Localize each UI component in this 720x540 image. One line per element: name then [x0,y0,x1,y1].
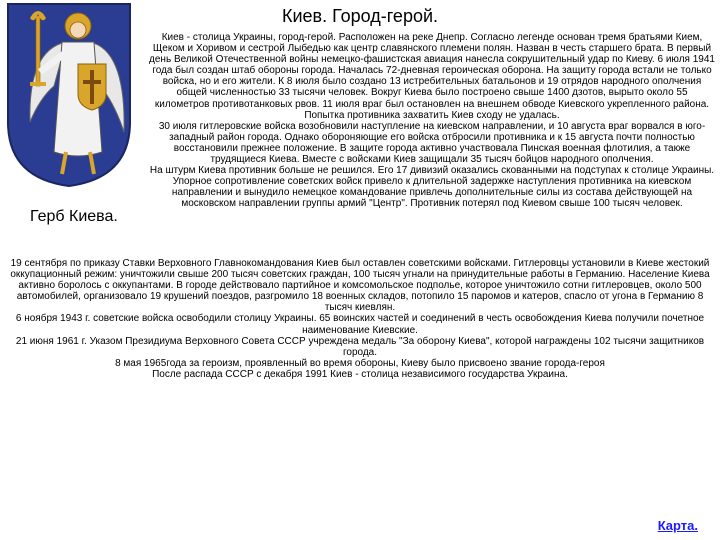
paragraph: Киев - столица Украины, город-герой. Расположен на реке Днепр. Согласно легенде основан тремя братьями Кием, Щеком и Хоривом и сестрой Лыбедью как центр славянского племени полян. Назван в честь старшего брата. В первый день Великой Отечественной войны немецко-фашистская авиация нанесла сокрушительный удар по Киеву. 6 июля 1941 года был создан штаб обороны города. Началась 72-дневная героическая оборона. На защиту города встали не только войска, но и его жители. К 8 июля было создано 13 истребительных батальонов и 19 отрядов народного ополчения общей численностью 33 тысячи человек. Вокруг Киева было построено свыше 1400 дзотов, вырыто около 55 километров противотанковых рвов. 11 июля враг был остановлен на внешнем обводе Киевского укрепленного района. Попытка противника захватить Киев сходу не удалась. [149,32,715,121]
paragraph: На штурм Киева противник больше не решился. Его 17 дивизий оказались скованными на подступах к столице Украины. Упорное сопротивление советских войск привело к длительной задержке наступления противника на киевском направлении и вынудило немецкое командование привлечь дополнительные силы из состава действующей на московском направлении группы армий "Центр". Противник потерял под Киевом свыше 100 тысяч человек. [149,165,715,210]
paragraph: 21 июня 1961 г. Указом Президиума Верховного Совета СССР учреждена медаль "За оборону Киева", которой награждены 102 тысячи защитников города. [15,335,705,358]
coat-of-arms-caption: Герб Киева. [30,208,118,225]
archangel-michael-icon [6,2,132,188]
paragraph: 19 сентября по приказу Ставки Верховного Главнокомандования Киев был оставлен советскими войсками. Гитлеровцы установили в Киеве жестокий оккупационный режим: уничтожили свыше 200 тысяч советских граждан, 100 тысяч угнали на принудительные работы в Германию. Население Киева активно боролось с оккупантами. В городе действовало партийное и комсомольское подполье, которое уничтожило сотни гитлеровцев, около 500 автомобилей, организовало 19 крушений поездов, разгромило 18 военных складов, потопило 15 паромов и катеров, спасло от угона в Германию 8 тысяч киевлян. [10,258,710,314]
page-title: Киев. Город-герой. [281,6,439,26]
map-link[interactable]: Карта. [657,518,698,533]
paragraph: 30 июля гитлеровские войска возобновили наступление на киевском направлении, и 10 августа враг ворвался в юго-западный район города. Однако обороняющие его войска отбросили противника и к 15 августа почти полностью восстановили прежнее положение. В защите города активно участвовала Пинская военная флотилия, а также трудящиеся Киева. Вместе с войсками Киев защищали 35 тысяч бойцов народного ополчения. [158,120,706,166]
paragraph: После распада СССР с декабря 1991 Киев - столица независимого государства Украина. [152,368,568,380]
article-text-full [4,258,716,380]
article-text-right [148,32,716,210]
paragraph: 6 ноября 1943 г. советские войска освободили столицу Украины. 65 воинских частей и соединений в честь освобождения Киева получили почетное наименование Киевские. [15,313,705,336]
coat-of-arms-image [6,2,132,188]
paragraph: 8 мая 1965года за героизм, проявленный во время обороны, Киеву было присвоено звание города-героя [115,357,605,369]
